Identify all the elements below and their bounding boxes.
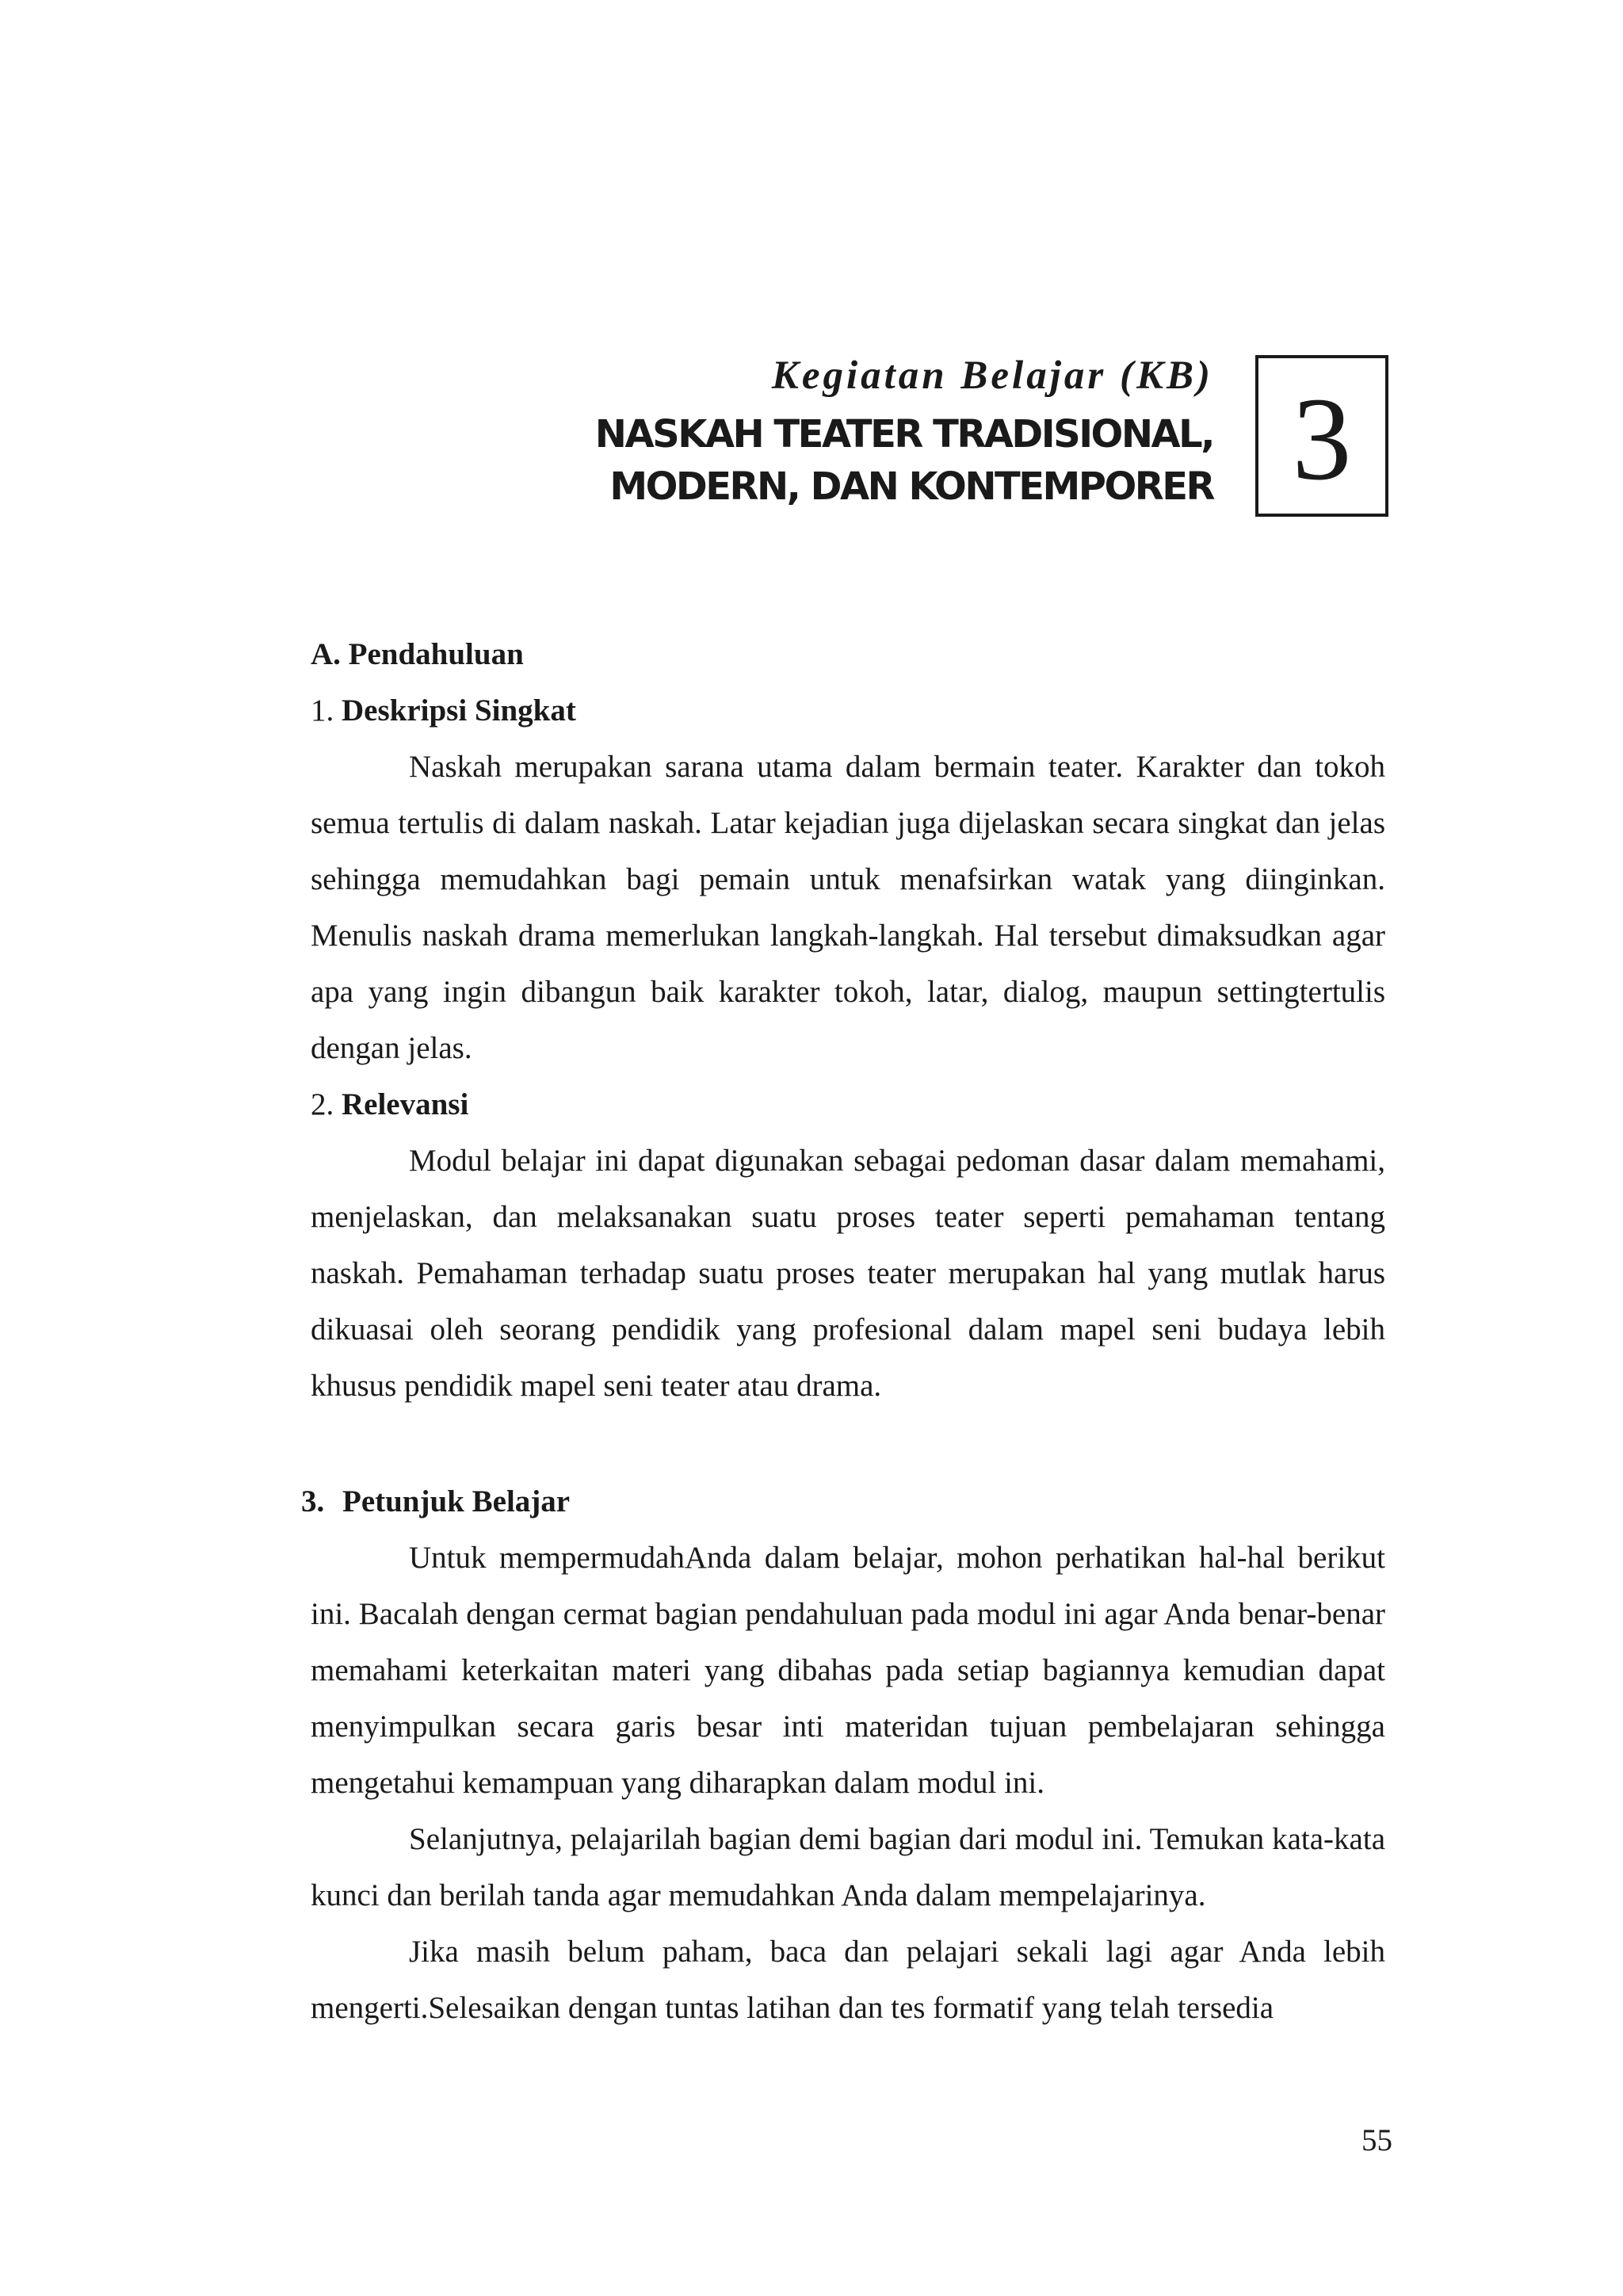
section-heading-a (311, 626, 1385, 682)
page-number: 55 (1361, 2123, 1392, 2157)
subsection-2-paragraph: Modul belajar ini dapat digunakan sebagai pedoman dasar dalam memahami, menjelaskan, dan melaksanakan suatu proses teater seperti pemahaman tentang naskah. Pemahaman terhadap suatu proses teater merupakan hal yang mutlak harus dikuasai oleh seorang pendidik yang profesional dalam mapel seni budaya lebih khusus pendidik mapel seni teater atau drama. (311, 1144, 1385, 1403)
chapter-title-line-2: MODERN, DAN KONTEMPORER (609, 464, 1213, 509)
document-body (301, 626, 1385, 2036)
section-heading-a-text: A. Pendahuluan (311, 637, 524, 671)
subsection-2-number: 2. (311, 1087, 334, 1121)
subsection-3-paragraph-1: Untuk mempermudahAnda dalam belajar, mohon perhatikan hal-hal berikut ini. Bacalah dengan cermat bagian pendahuluan pada modul ini agar Anda benar-benar memahami keterkaitan materi yang dibahas pada setiap bagiannya kemudian dapat menyimpulkan secara garis besar inti materidan tujuan pembelajaran sehingga mengetahui kemampuan yang diharapkan dalam modul ini. (311, 1541, 1385, 1800)
chapter-title (595, 408, 1213, 513)
subsection-3-paragraph-3: Jika masih belum paham, baca dan pelajari sekali lagi agar Anda lebih mengerti.Selesaikan dengan tuntas latihan dan tes formatif yang telah tersedia (311, 1935, 1385, 2025)
chapter-number-box (1255, 355, 1388, 517)
subsection-3-paragraph-2: Selanjutnya, pelajarilah bagian demi bagian dari modul ini. Temukan kata-kata kunci dan berilah tanda agar memudahkan Anda dalam mempelajarinya. (311, 1822, 1385, 1912)
section-spacer (311, 1414, 1385, 1473)
subsection-3-title: Petunjuk Belajar (342, 1484, 571, 1519)
subsection-1-paragraph: Naskah merupakan sarana utama dalam bermain teater. Karakter dan tokoh semua tertulis di dalam naskah. Latar kejadian juga dijelaskan secara singkat dan jelas sehingga memudahkan bagi pemain untuk menafsirkan watak yang diinginkan. Menulis naskah drama memerlukan langkah-langkah. Hal tersebut dimaksudkan agar apa yang ingin dibangun baik karakter tokoh, latar, dialog, maupun settingtertulis dengan jelas. (311, 750, 1385, 1065)
chapter-number: 3 (1292, 373, 1352, 505)
subsection-heading-2 (311, 1076, 1385, 1133)
subsection-heading-3 (301, 1473, 1385, 1530)
subsection-1-title: Deskripsi Singkat (342, 693, 576, 728)
chapter-title-line-1: NASKAH TEATER TRADISIONAL, (594, 412, 1213, 457)
section-kicker: Kegiatan Belajar (KB) (771, 353, 1213, 398)
subsection-2-title: Relevansi (342, 1087, 469, 1121)
subsection-1-number: 1. (311, 693, 334, 728)
subsection-3-number: 3. (301, 1484, 325, 1519)
subsection-heading-1 (311, 682, 1385, 739)
